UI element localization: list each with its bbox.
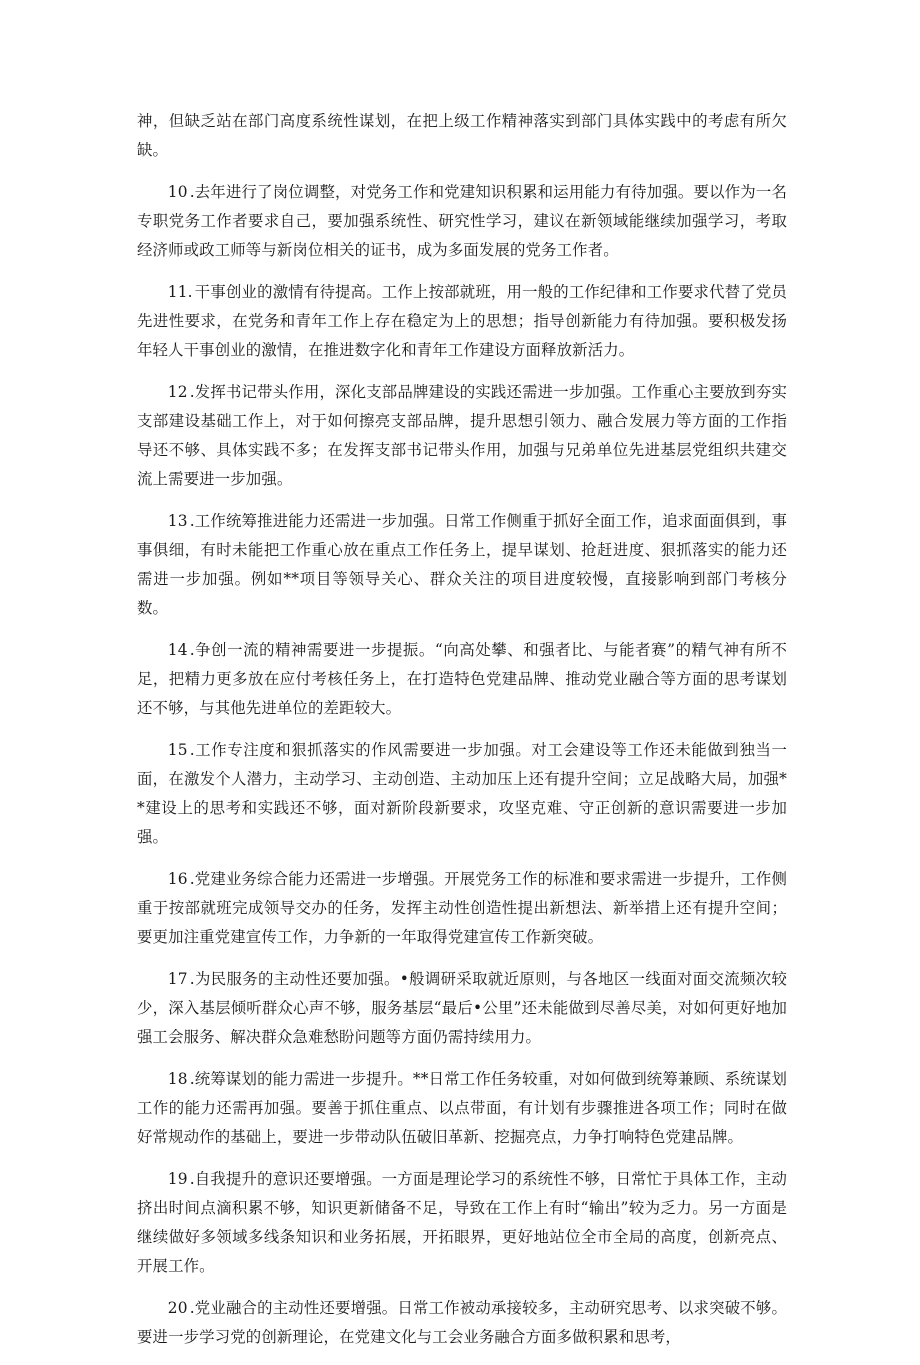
list-item-13 bbox=[137, 507, 787, 623]
item-text: .争创一流的精神需要进一步提振。“向高处攀、和强者比、与能者赛”的精气神有所不足，把精力更多放在应付考核任务上，在打造特色党建品牌、推动党业融合等方面的思考谋划还不够，与其他先进单位的差距较大。 bbox=[137, 641, 787, 717]
list-item-15 bbox=[137, 736, 787, 852]
list-item-10 bbox=[137, 178, 787, 265]
item-text: .为民服务的主动性还要加强。•般调研采取就近原则，与各地区一线面对面交流频次较少，深入基层倾听群众心声不够，服务基层“最后•公里”还未能做到尽善尽美，对如何更好地加强工会服务、解决群众急难愁盼问题等方面仍需持续用力。 bbox=[137, 970, 787, 1046]
list-item-20 bbox=[137, 1294, 787, 1352]
list-item-12 bbox=[137, 378, 787, 494]
list-item-19 bbox=[137, 1165, 787, 1281]
item-number: 14 bbox=[167, 641, 188, 659]
list-item-17 bbox=[137, 965, 787, 1052]
intro-paragraph: 神，但缺乏站在部门高度系统性谋划，在把上级工作精神落实到部门具体实践中的考虑有所欠缺。 bbox=[137, 112, 787, 159]
item-number: 12 bbox=[167, 383, 188, 401]
item-number: 15 bbox=[167, 741, 188, 759]
item-text: .统筹谋划的能力需进一步提升。**日常工作任务较重，对如何做到统筹兼顾、系统谋划工作的能力还需再加强。要善于抓住重点、以点带面，有计划有步骤推进各项工作；同时在做好常规动作的基础上，要进一步带动队伍破旧革新、挖掘亮点，力争打响特色党建品牌。 bbox=[137, 1070, 787, 1146]
list-item-14 bbox=[137, 636, 787, 723]
item-text: .自我提升的意识还要增强。一方面是理论学习的系统性不够，日常忙于具体工作，主动挤出时间点滴积累不够，知识更新储备不足，导致在工作上有时“输出”较为乏力。另一方面是继续做好多领域多线条知识和业务拓展，开拓眼界，更好地站位全市全局的高度，创新亮点、开展工作。 bbox=[137, 1170, 787, 1275]
item-number: 18 bbox=[167, 1070, 188, 1088]
item-text: .党业融合的主动性还要增强。日常工作被动承接较多，主动研究思考、以求突破不够。要进一步学习党的创新理论，在党建文化与工会业务融合方面多做积累和思考， bbox=[137, 1299, 787, 1346]
list-item-16 bbox=[137, 865, 787, 952]
list-item-11 bbox=[137, 278, 787, 365]
document-body bbox=[137, 107, 787, 1365]
item-text: 干事创业的激情有待提高。工作上按部就班，用一般的工作纪律和工作要求代替了党员先进性要求，在党务和青年工作上存在稳定为上的思想；指导创新能力有待加强。要积极发扬年轻人干事创业的激情，在推进数字化和青年工作建设方面释放新活力。 bbox=[137, 283, 787, 359]
item-number: 13 bbox=[167, 512, 188, 530]
item-number: 17 bbox=[167, 970, 188, 988]
item-text: .去年进行了岗位调整，对党务工作和党建知识积累和运用能力有待加强。要以作为一名专职党务工作者要求自己，要加强系统性、研究性学习，建议在新领域能继续加强学习，考取经济师或政工师等与新岗位相关的证书，成为多面发展的党务工作者。 bbox=[137, 183, 787, 259]
item-text: .工作统筹推进能力还需进一步加强。日常工作侧重于抓好全面工作，追求面面俱到，事事俱细，有时未能把工作重心放在重点工作任务上，提早谋划、抢赶进度、狠抓落实的能力还需进一步加强。例如**项目等领导关心、群众关注的项目进度较慢，直接影响到部门考核分数。 bbox=[137, 512, 787, 617]
list-item-18 bbox=[137, 1065, 787, 1152]
item-text: .发挥书记带头作用，深化支部品牌建设的实践还需进一步加强。工作重心主要放到夯实支部建设基础工作上，对于如何擦亮支部品牌，提升思想引领力、融合发展力等方面的工作指导还不够、具体实践不多；在发挥支部书记带头作用，加强与兄弟单位先进基层党组织共建交流上需要进一步加强。 bbox=[137, 383, 787, 488]
item-number: 19 bbox=[167, 1170, 188, 1188]
item-number: 20 bbox=[167, 1299, 188, 1317]
item-number: 11. bbox=[167, 283, 193, 301]
item-number: 16 bbox=[167, 870, 188, 888]
item-number: 10 bbox=[167, 183, 188, 201]
item-text: .工作专注度和狠抓落实的作风需要进一步加强。对工会建设等工作还未能做到独当一面，在激发个人潜力，主动学习、主动创造、主动加压上还有提升空间；立足战略大局，加强**建设上的思考和实践还不够，面对新阶段新要求，攻坚克难、守正创新的意识需要进一步加强。 bbox=[137, 741, 787, 846]
item-text: .党建业务综合能力还需进一步增强。开展党务工作的标准和要求需进一步提升，工作侧重于按部就班完成领导交办的任务，发挥主动性创造性提出新想法、新举措上还有提升空间；要更加注重党建宣传工作，力争新的一年取得党建宣传工作新突破。 bbox=[137, 870, 787, 946]
